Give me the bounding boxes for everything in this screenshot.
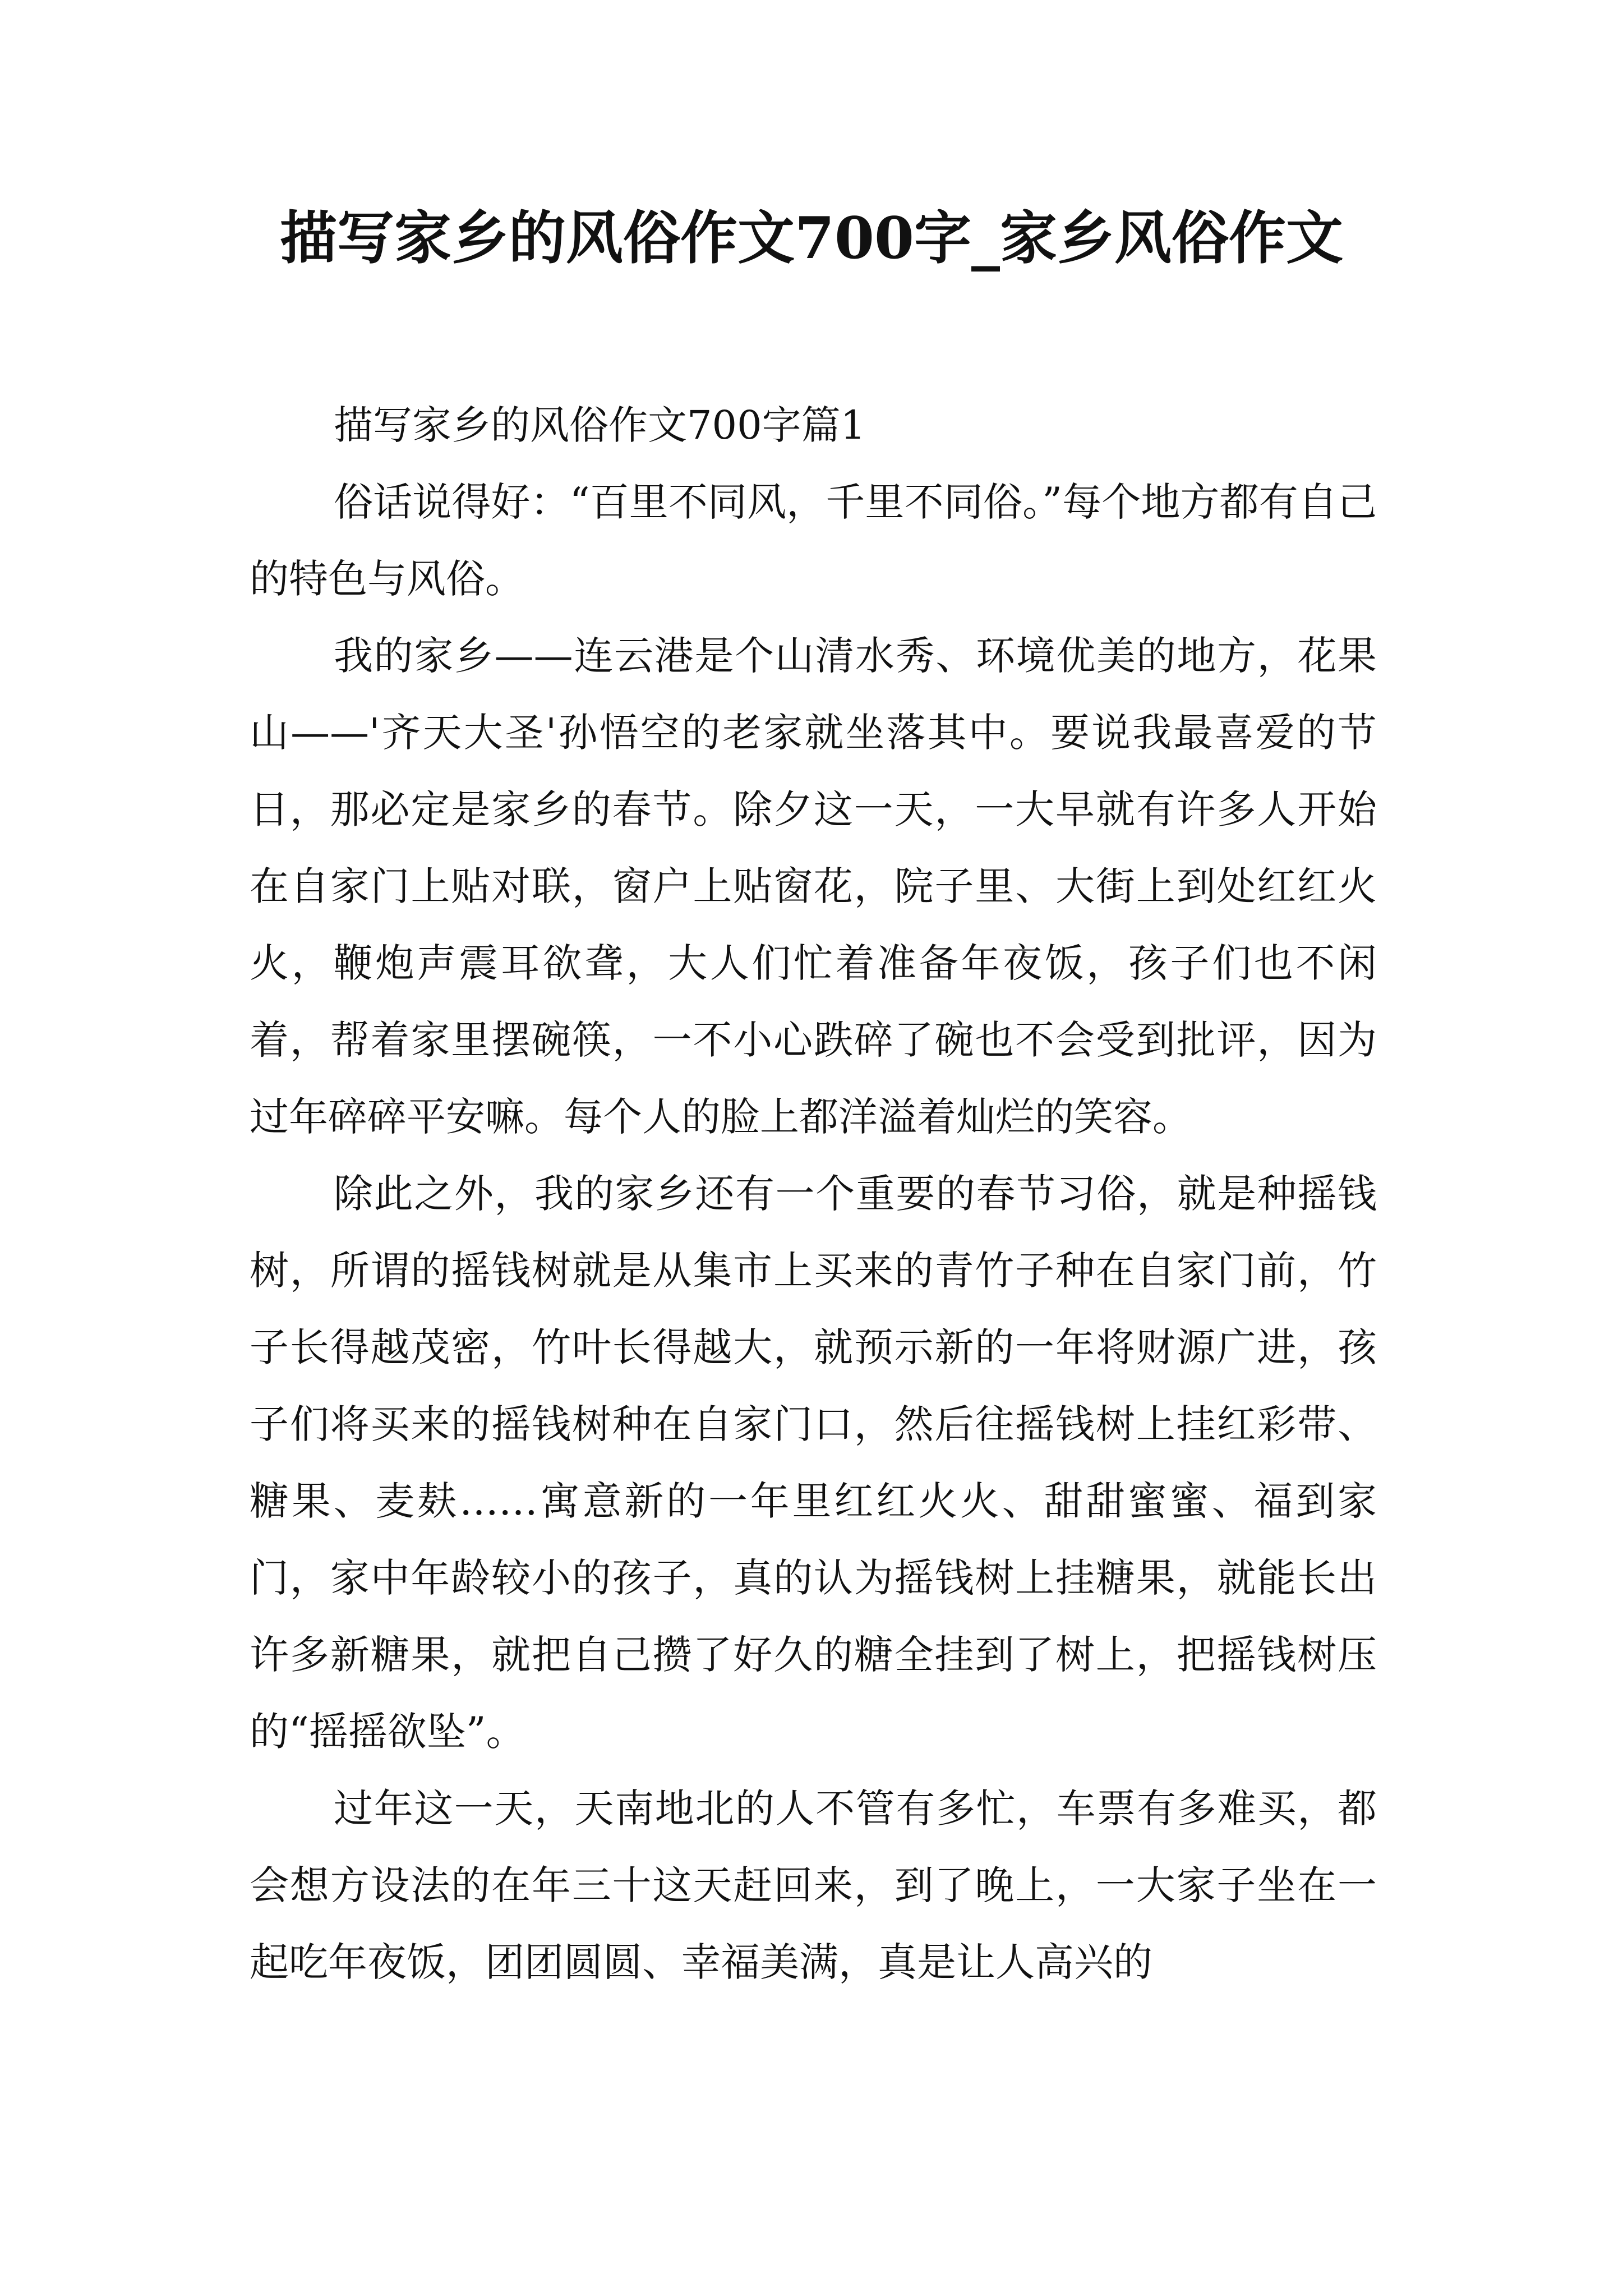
paragraph-hometown: 我的家乡——连云港是个山清水秀、环境优美的地方，花果山——'齐天大圣'孙悟空的老家就坐落其中。要说我最喜爱的节日，那必定是家乡的春节。除夕这一天，一大早就有许多人开始在自家门上贴对联，窗户上贴窗花，院子里、大街上到处红红火火，鞭炮声震耳欲聋，大人们忙着准备年夜饭，孩子们也不闲着，帮着家里摆碗筷，一不小心跌碎了碗也不会受到批评，因为过年碎碎平安嘛。每个人的脸上都洋溢着灿烂的笑容。 <box>250 633 1377 1140</box>
section-heading: 描写家乡的风俗作文700字篇1 <box>334 402 866 448</box>
document-body <box>250 387 1377 2001</box>
paragraph-reunion: 过年这一天，天南地北的人不管有多忙，车票有多难买，都会想方设法的在年三十这天赶回来，到了晚上，一大家子坐在一起吃年夜饭，团团圆圆、幸福美满，真是让人高兴的 <box>250 1786 1377 1985</box>
paragraph-proverb: 俗话说得好：“百里不同风，千里不同俗。”每个地方都有自己的特色与风俗。 <box>250 479 1377 602</box>
paragraph-money-tree: 除此之外，我的家乡还有一个重要的春节习俗，就是种摇钱树，所谓的摇钱树就是从集市上买来的青竹子种在自家门前，竹子长得越茂密，竹叶长得越大，就预示新的一年将财源广进，孩子们将买来的摇钱树种在自家门口，然后往摇钱树上挂红彩带、糖果、麦麸……寓意新的一年里红红火火、甜甜蜜蜜、福到家门，家中年龄较小的孩子，真的认为摇钱树上挂糖果，就能长出许多新糖果，就把自己攒了好久的糖全挂到了树上，把摇钱树压的“摇摇欲坠”。 <box>250 1171 1377 1755</box>
document-title: 描写家乡的风俗作文700字_家乡风俗作文 <box>280 205 1343 272</box>
